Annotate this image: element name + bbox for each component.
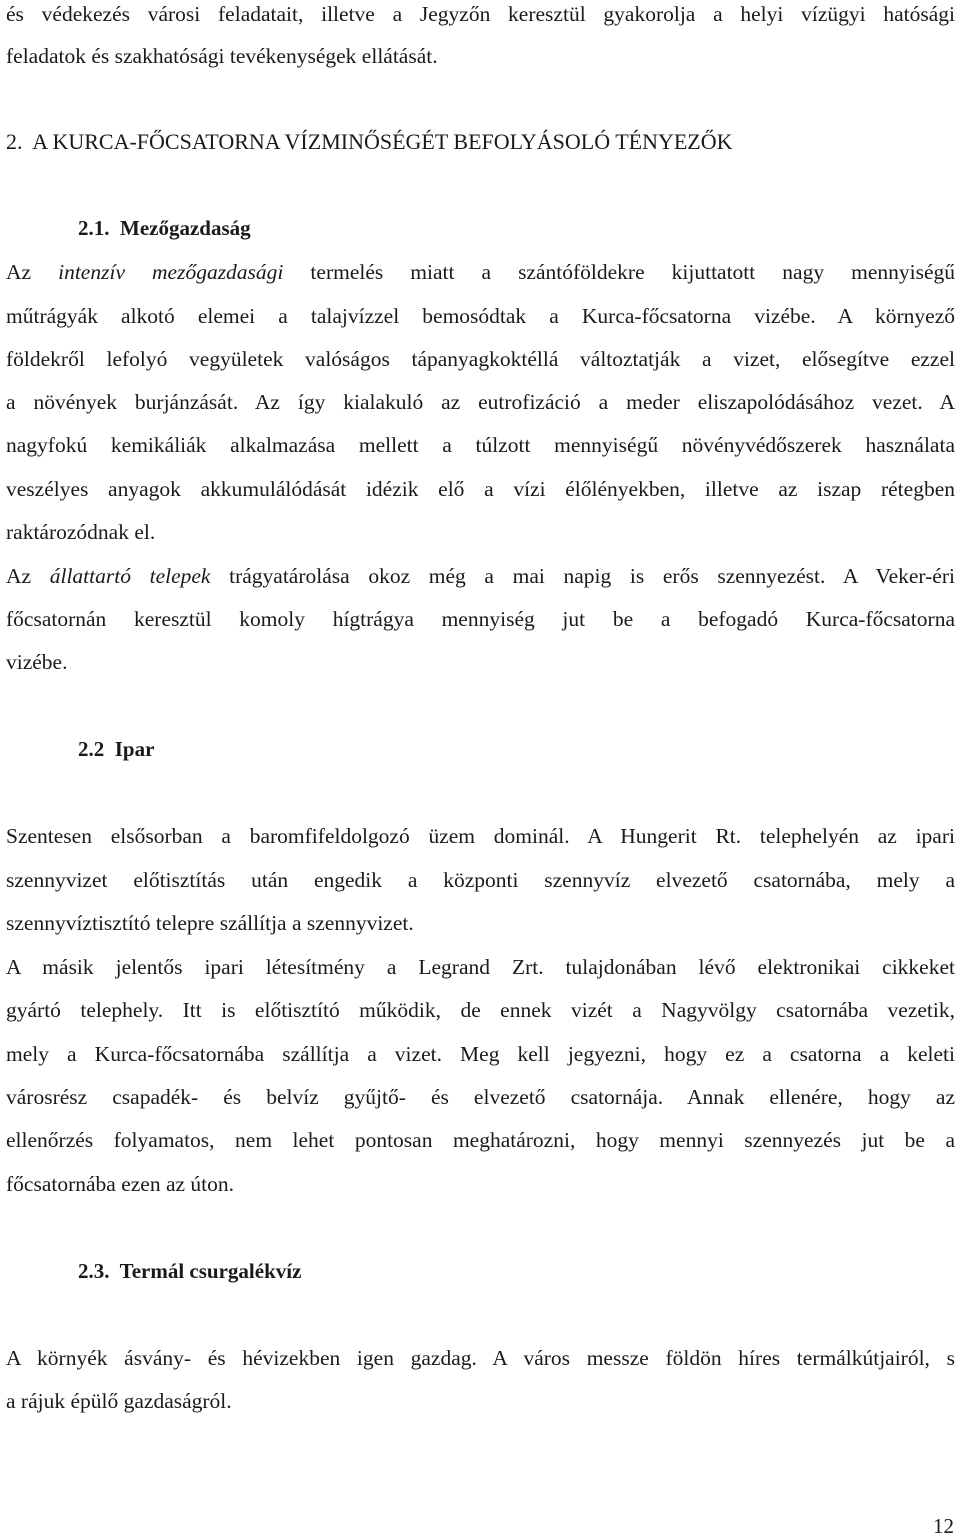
s21-line-4: a növények burjánzását. Az így kialakuló az eutrofizáció a meder eliszapolódásához vezet. A [6, 390, 955, 414]
s22-p2-line-6: főcsatornába ezen az úton. [6, 1172, 235, 1196]
s22-line-2: szennyvizet előtisztítás után engedik a központi szennyvíz elvezető csatornába, mely a [6, 868, 955, 892]
s22-line-1: Szentesen elsősorban a baromfifeldolgozó üzem dominál. A Hungerit Rt. telephelyén az ipari [6, 824, 955, 848]
s21-line-1-italic: intenzív mezőgazdasági [58, 260, 284, 284]
intro-line-2: feladatok és szakhatósági tevékenységek ellátását. [6, 44, 438, 68]
s22-p2-line-2: gyártó telephely. Itt is előtisztító működik, de ennek vizét a Nagyvölgy csatornába vezetik, [6, 998, 955, 1022]
s21-line-1-end: termelés miatt a szántóföldekre kijuttatott nagy mennyiségű [283, 260, 955, 284]
s22-p2-line-5: ellenőrzés folyamatos, nem lehet pontosan meghatározni, hogy mennyi szennyezés jut be a [6, 1128, 955, 1152]
s21-p2-end: trágyatárolása okoz még a mai napig is erős szennyezést. A Veker-éri [210, 564, 955, 588]
s21-line-1-start: Az [6, 260, 59, 284]
s22-p2-line-3: mely a Kurca-főcsatornába szállítja a vizet. Meg kell jegyezni, hogy ez a csatorna a keleti [6, 1042, 955, 1066]
s22-line-3: szennyvíztisztító telepre szállítja a szennyvizet. [6, 911, 414, 935]
s21-line-2: műtrágyák alkotó elemei a talajvízzel bemosódtak a Kurca-főcsatorna vizébe. A környező [6, 304, 955, 328]
section-2-3-heading: 2.3. Termál csurgalékvíz [78, 1259, 302, 1283]
s21-p2-italic: állattartó telepek [49, 564, 211, 588]
s21-line-3: földekről lefolyó vegyületek valóságos tápanyagkoktéllá változtatják a vizet, elősegítve ezzel [6, 347, 955, 371]
section-2-1-heading: 2.1. Mezőgazdaság [78, 216, 251, 240]
s21-line-6: veszélyes anyagok akkumulálódását idézik elő a vízi élőlényekben, illetve az iszap rétegben [6, 477, 955, 501]
s23-line-1: A környék ásvány- és hévizekben igen gazdag. A város messze földön híres termálkútjairól, s [6, 1346, 955, 1370]
section-2-heading: 2. A KURCA-FŐCSATORNA VÍZMINŐSÉGÉT BEFOLYÁSOLÓ TÉNYEZŐK [6, 129, 733, 154]
s23-line-2: a rájuk épülő gazdaságról. [6, 1389, 232, 1413]
s21-p2-line-2: főcsatornán keresztül komoly hígtrágya mennyiség jut be a befogadó Kurca-főcsatorna [6, 607, 955, 631]
s21-p2-line-3: vizébe. [6, 650, 68, 674]
s21-line-5: nagyfokú kemikáliák alkalmazása mellett a túlzott mennyiségű növényvédőszerek használata [6, 433, 955, 457]
s21-line-1 [6, 258, 955, 286]
s22-p2-line-4: városrész csapadék- és belvíz gyűjtő- és elvezető csatornája. Annak ellenére, hogy az [6, 1085, 955, 1109]
s21-p2-line-1 [6, 562, 955, 590]
s21-line-7: raktározódnak el. [6, 520, 156, 544]
s21-p2-start: Az [6, 564, 50, 588]
section-2-2-heading: 2.2 Ipar [78, 737, 155, 761]
page-number: 12 [933, 1514, 954, 1538]
s22-p2-line-1: A másik jelentős ipari létesítmény a Legrand Zrt. tulajdonában lévő elektronikai cikkeket [6, 955, 955, 979]
intro-line-1: és védekezés városi feladatait, illetve a Jegyzőn keresztül gyakorolja a helyi vízügyi hatósági [6, 2, 955, 26]
